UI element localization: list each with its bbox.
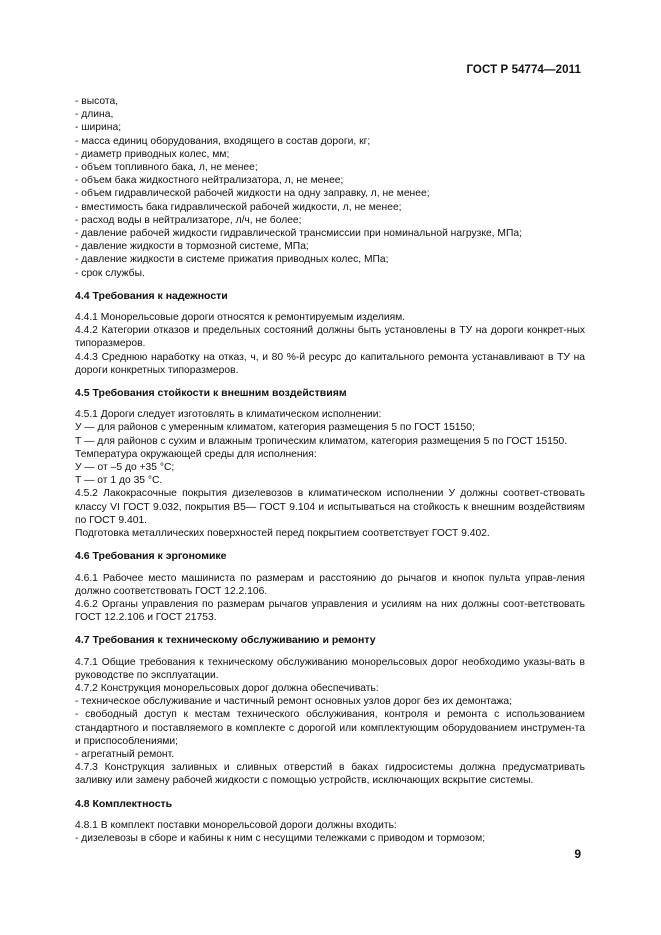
paragraph: - дизелевозы в сборе и кабины к ним с несущими тележками с приводом и тормозом;	[75, 832, 486, 844]
section-heading-ergonomics: 4.6 Требования к эргономике	[75, 550, 227, 563]
document-header: ГОСТ Р 54774—2011	[466, 64, 581, 76]
paragraph: 4.6.2 Органы управления по размерам рычагов управления и усилиям на них должны соот-ветствовать ГОСТ 12.2.106 и ГОСТ 21753.	[75, 598, 585, 624]
paragraph: 4.7.1 Общие требования к техническому обслуживанию монорельсовых дорог необходимо указы-вать в руководстве по эксплуатации.	[75, 656, 585, 681]
list-item: - длина,	[75, 109, 114, 121]
list-item: - диаметр приводных колес, мм;	[75, 148, 230, 160]
paragraph: 4.5.1 Дороги следует изготовлять в климатическом исполнении:	[75, 409, 382, 421]
list-item: - расход воды в нейтрализаторе, л/ч, не более;	[75, 214, 302, 226]
paragraph: - техническое обслуживание и частичный ремонт основных узлов дорог без их демонтажа;	[75, 696, 512, 708]
paragraph: 4.4.2 Категории отказов и предельных состояний должны быть установлены в ТУ на дороги конкрет-ных типоразмеров.	[75, 325, 585, 350]
paragraph: 4.8.1 В комплект поставки монорельсовой дороги должны входить:	[75, 819, 397, 831]
section-heading-reliability: 4.4 Требования к надежности	[75, 289, 228, 302]
paragraph: У — от –5 до +35 °С;	[75, 462, 175, 474]
list-item: - объем топливного бака, л, не менее;	[75, 162, 258, 174]
section-heading-maintenance: 4.7 Требования к техническому обслуживанию и ремонту	[75, 634, 376, 647]
section-heading-completeness: 4.8 Комплектность	[75, 797, 173, 810]
paragraph: - агрегатный ремонт.	[75, 748, 175, 760]
paragraph: 4.4.3 Среднюю наработку на отказ, ч, и 80 %-й ресурс до капитального ремонта устанавливают в ТУ на дороги конкретных типоразмеров.	[75, 351, 585, 376]
list-item: - ширина;	[75, 122, 122, 134]
list-item: - высота,	[75, 96, 119, 107]
list-item: - давление жидкости в тормозной системе, МПа;	[75, 241, 309, 253]
paragraph: 4.5.2 Лакокрасочные покрытия дизелевозов в климатическом исполнении У должны соответ-ствовать классу VI ГОСТ 9.032, покрытия В5— ГОСТ 9.104 и испытываться на стойкость к внешним воздействиям по ГОСТ 9.401.	[75, 488, 585, 526]
paragraph: - свободный доступ к местам технического обслуживания, контроля и ремонта с использованием стандартного и поставляемого в комплекте с дорогой или комплектующим оборудованием инструмен-та и приспособлениями;	[75, 709, 585, 747]
paragraph: 4.7.3 Конструкция заливных и сливных отверстий в баках гидросистемы должна предусматривать заливку или замену рабочей жидкости с помощью устройств, исключающих вскрытие системы.	[75, 762, 585, 787]
paragraph: 4.7.2 Конструкция монорельсовых дорог должна обеспечивать:	[75, 682, 379, 694]
paragraph: Подготовка металлических поверхностей перед покрытием соответствует ГОСТ 9.402.	[75, 528, 490, 540]
page-number: 9	[574, 847, 581, 861]
paragraph: 4.6.1 Рабочее место машиниста по размерам и расстоянию до рычагов и кнопок пульта управ-ления должно соответствовать ГОСТ 12.2.106.	[75, 572, 585, 597]
list-item: - давление рабочей жидкости гидравлической трансмиссии при номинальной нагрузке, МПа;	[75, 228, 522, 240]
list-item: - вместимость бака гидравлической рабочей жидкости, л, не менее;	[75, 201, 402, 213]
list-item: - давление жидкости в системе прижатия приводных колес, МПа;	[75, 254, 389, 266]
paragraph: У — для районов с умеренным климатом, категория размещения 5 по ГОСТ 15150;	[75, 422, 475, 434]
list-item: - срок службы.	[75, 267, 145, 279]
paragraph: Т — для районов с сухим и влажным тропическим климатом, категория размещения 5 по ГОСТ 15150.	[75, 435, 568, 447]
paragraph: 4.4.1 Монорельсовые дороги относятся к ремонтируемым изделиям.	[75, 312, 406, 324]
list-item: - масса единиц оборудования, входящего в состав дороги, кг;	[75, 135, 371, 147]
specs-list	[75, 95, 585, 280]
section-heading-external-resistance: 4.5 Требования стойкости к внешним воздействиям	[75, 387, 347, 400]
paragraph: Т — от 1 до 35 °С.	[75, 475, 163, 487]
list-item: - объем гидравлической рабочей жидкости на одну заправку, л, не менее;	[75, 188, 430, 200]
document-body	[75, 95, 585, 845]
list-item: - объем бака жидкостного нейтрализатора, л, не менее;	[75, 175, 344, 187]
paragraph: Температура окружающей среды для исполнения:	[75, 448, 317, 460]
